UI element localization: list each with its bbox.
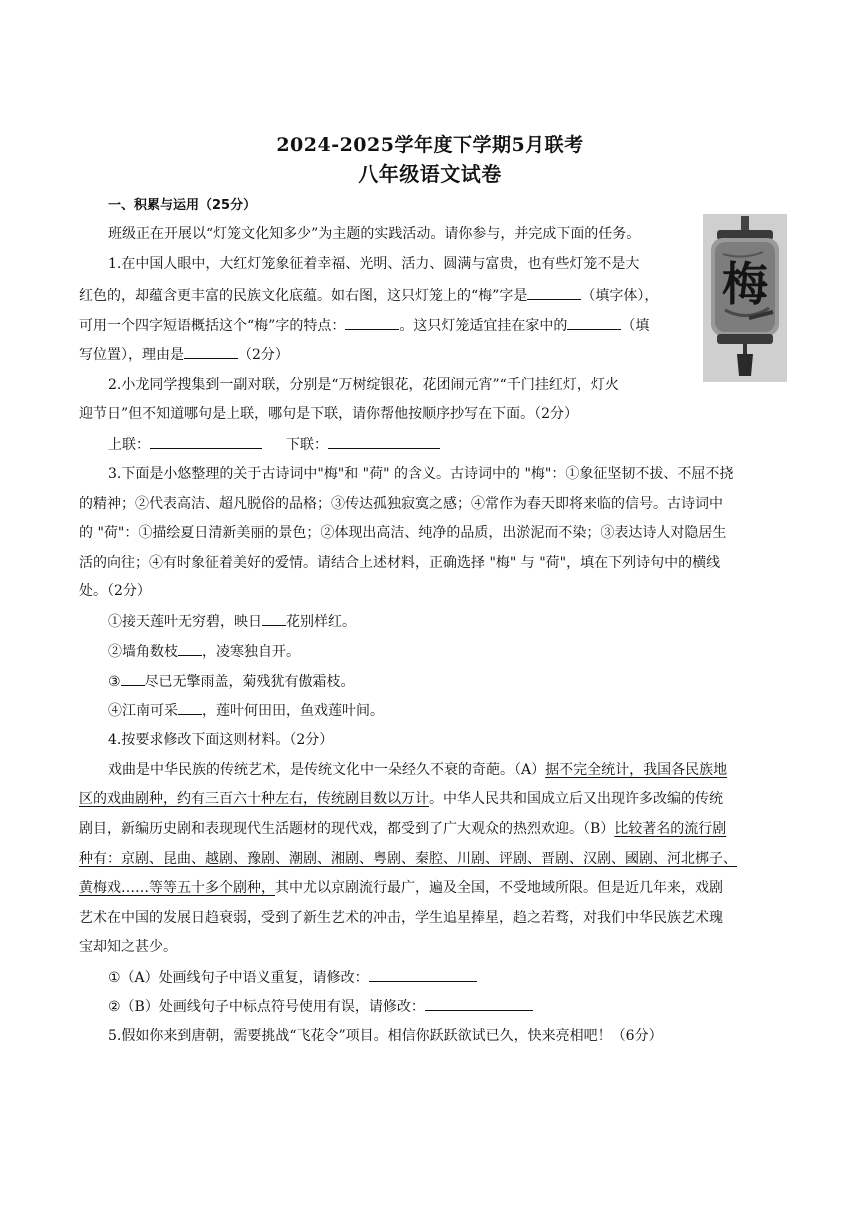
poem-line-3: ③ 尽已无擎雨盖，菊残犹有傲霜枝。 [108,671,355,692]
q4-part-b: ②（B）处画线句子中标点符号使用有误，请修改： [108,996,533,1017]
q4-part-a: ①（A）处画线句子中语义重复，请修改： [108,967,477,988]
poem-blank-3[interactable] [121,671,145,686]
section-heading: 一、积累与运用（25分） [108,198,257,213]
q1-line-1: 1.在中国人眼中，大红灯笼象征着幸福、光明、活力、圆满与富贵，也有些灯笼不是大 [108,256,640,272]
poem-line-2: ②墙角数枝 ，凌寒独自开。 [108,641,300,662]
sentence-b-part3: 黄梅戏……等等五十多个剧种， [79,880,275,896]
q3-line-3: 的 "荷"：①描绘夏日清新美丽的景色；②体现出高洁、纯净的品质，出淤泥而不染；③表达诗人对隐居生 [79,525,727,541]
poem-blank-1[interactable] [262,611,286,626]
q2-line-2: 迎节日”但不知道哪句是上联，哪句是下联，请你帮他按顺序抄写在下面。（2分） [79,406,579,422]
poem-blank-4[interactable] [178,700,202,715]
poem-line-4: ④江南可采 ，莲叶何田田，鱼戏莲叶间。 [108,700,384,721]
q2-line-1: 2.小龙同学搜集到一副对联，分别是“万树绽银花，花团闹元宵”“千门挂红灯，灯火 [108,377,619,393]
intro-text: 班级正在开展以“灯笼文化知多少”为主题的实践活动。请你参与，并完成下面的任务。 [108,226,641,242]
q4-line-1: 戏曲是中华民族的传统艺术，是传统文化中一朵经久不衰的奇葩。（A）据不完全统计，我国各民族地 [108,762,728,778]
q1-blank-phrase[interactable] [345,315,399,330]
q1-line-2: 红色的，却蕴含更丰富的民族文化底蕴。如右图，这只灯笼上的“梅”字是 （填字体）， [79,285,658,306]
poem-line-1: ①接天莲叶无穷碧，映日 花别样红。 [108,611,356,632]
q4-line-6: 艺术在中国的发展日趋衰弱，受到了新生艺术的冲击，学生追星捧星，趋之若骛，对我们中华民族艺术瑰 [79,910,723,926]
q3-line-1: 3.下面是小悠整理的关于古诗词中"梅"和 "荷" 的含义。古诗词中的 "梅"：①象征坚韧不拔、不屈不挠 [108,466,734,482]
q5-line-1: 5.假如你来到唐朝，需要挑战“飞花令”项目。相信你跃跃欲试已久，快来亮相吧！（6分） [108,1028,663,1044]
poem-blank-2[interactable] [178,641,202,656]
q4-heading: 4.按要求修改下面这则材料。（2分） [108,732,334,748]
sentence-a-part2: 区的戏曲剧种，约有三百六十种左右，传统剧目数以万计 [79,791,429,807]
q4-line-4 [79,849,737,869]
q1-line-4: 写位置），理由是 （2分） [79,344,289,365]
q1-blank-reason[interactable] [184,344,238,359]
couplet-answer-line: 上联： 下联： [108,434,440,455]
sentence-a-part1: 据不完全统计，我国各民族地 [545,762,728,778]
q1-line-3: 可用一个四字短语概括这个“梅”字的特点： 。这只灯笼适宜挂在家中的 （填 [79,315,649,336]
sentence-b-part1: 比较著名的流行剧 [614,821,727,837]
q4-line-3: 剧目，新编历史剧和表现现代生活题材的现代戏，都受到了广大观众的热烈欢迎。（B）比较著名的流行剧 [79,821,727,837]
exam-subtitle: 八年级语文试卷 [358,162,502,186]
q4-line-5: 黄梅戏……等等五十多个剧种，其中尤以京剧流行最广，遍及全国，不受地域所限。但是近几年来，戏剧 [79,880,723,896]
q3-line-5: 处。（2分） [79,583,151,599]
upper-couplet-blank[interactable] [150,434,262,449]
exam-title: 2024-2025学年度下学期5月联考 [276,134,584,156]
q4-line-2: 区的戏曲剧种，约有三百六十种左右，传统剧目数以万计。中华人民共和国成立后又出现许多改编的传统 [79,791,723,807]
lower-couplet-blank[interactable] [328,434,440,449]
q3-line-2: 的精神；②代表高洁、超凡脱俗的品格；③传达孤独寂寞之感；④常作为春天即将来临的信号。古诗词中 [79,496,723,512]
q1-blank-position[interactable] [567,315,621,330]
lantern-image [703,214,787,382]
sentence-b-part2: 种有：京剧、昆曲、越剧、豫剧、潮剧、湘剧、粤剧、秦腔、川剧、评剧、晋剧、汉剧、國剧、河北梆子、 [79,851,737,867]
q4-answer-a-blank[interactable] [369,967,477,982]
lantern-character: 梅 [722,257,768,311]
q4-answer-b-blank[interactable] [425,996,533,1011]
q4-line-7: 宝却知之甚少。 [79,939,177,955]
q3-line-4: 活的向往；④有时象征着美好的爱情。请结合上述材料，正确选择 "梅" 与 "荷"，填在下列诗句中的横线 [79,555,721,571]
q1-blank-font[interactable] [527,285,581,300]
